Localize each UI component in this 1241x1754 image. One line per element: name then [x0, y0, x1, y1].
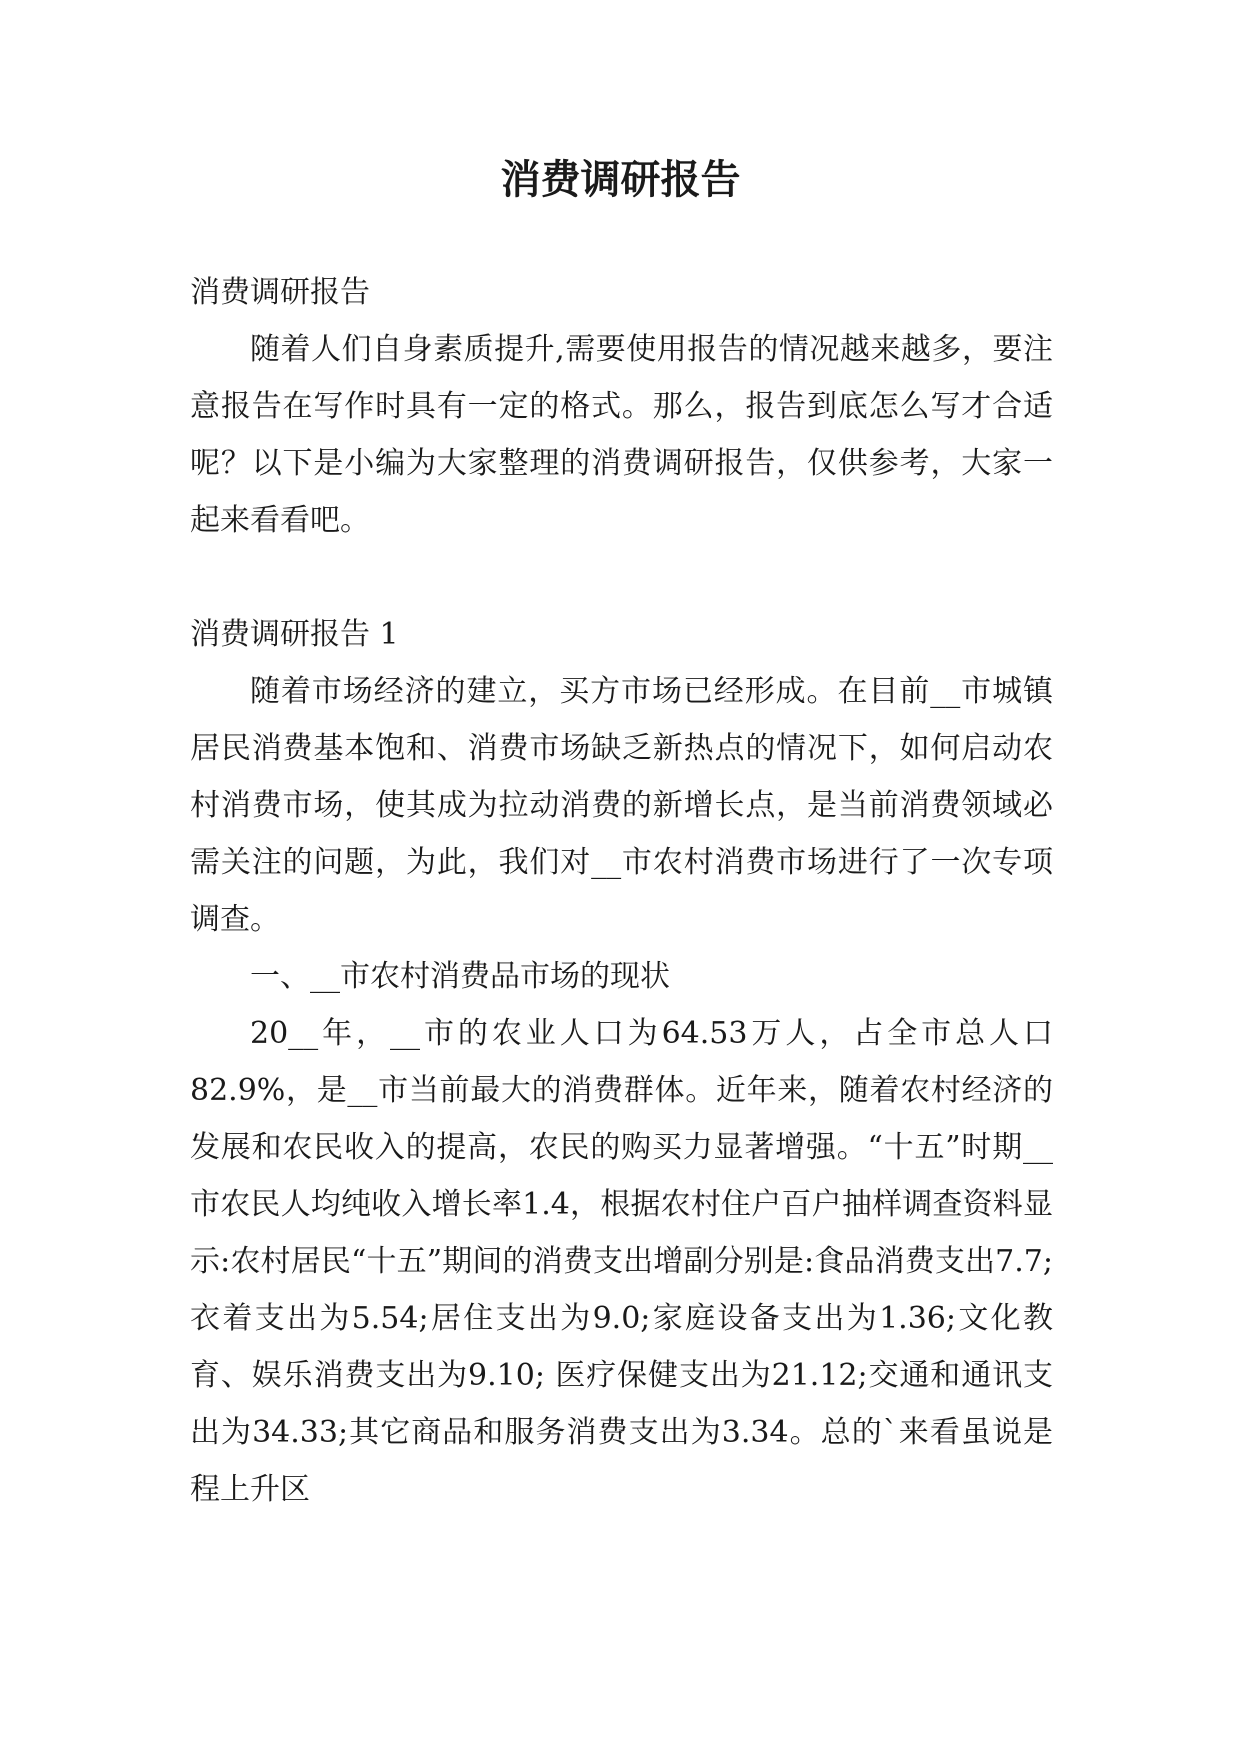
section-heading: 消费调研报告 1 — [190, 617, 399, 652]
document-subtitle: 消费调研报告 — [190, 275, 370, 310]
paragraph-gap — [190, 549, 1053, 606]
body-paragraph: 随着市场经济的建立，买方市场已经形成。在目前__市城镇居民消费基本饱和、消费市场缺乏新热点的情况下，如何启动农村消费市场，使其成为拉动消费的新增长点，是当前消费领域必需关注的问题，为此，我们对__市农村消费市场进行了一次专项调查。 — [190, 674, 1053, 937]
intro-paragraph: 随着人们自身素质提升,需要使用报告的情况越来越多，要注意报告在写作时具有一定的格式。那么，报告到底怎么写才合适呢？以下是小编为大家整理的消费调研报告，仅供参考，大家一起来看看吧。 — [190, 332, 1053, 538]
document-body — [190, 264, 1053, 1518]
document-title: 消费调研报告 — [500, 157, 741, 203]
body-paragraph: 20__年，__市的农业人口为64.53万人，占全市总人口82.9%，是__市当前最大的消费群体。近年来，随着农村经济的发展和农民收入的提高，农民的购买力显著增强。“十五”时期__市农民人均纯收入增长率1.4，根据农村住户百户抽样调查资料显示:农村居民“十五”期间的消费支出增副分别是:食品消费支出7.7;衣着支出为5.54;居住支出为9.0;家庭设备支出为1.36;文化教育、娱乐消费支出为9.10; 医疗保健支出为21.12;交通和通讯支出为34.33;其它商品和服务消费支出为3.34。总的`来看虽说是程上升区 — [190, 1016, 1053, 1507]
subsection-heading: 一、__市农村消费品市场的现状 — [250, 959, 670, 994]
